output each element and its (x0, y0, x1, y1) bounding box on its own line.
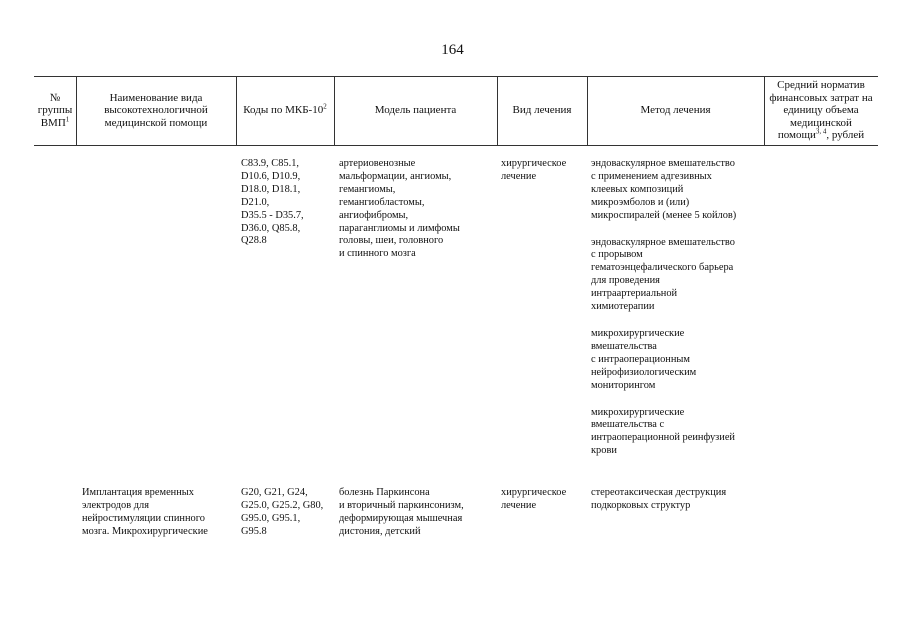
icd-codes-cell: C83.9, C85.1, D10.6, D10.9, D18.0, D18.1, D21.0, D35.5 - D35.7, D36.0, Q85.8, Q28.8 (241, 158, 304, 247)
header-group-number-line1: № (49, 91, 61, 104)
header-group-number-line3-wrap (38, 117, 73, 130)
treatment-method-item: микрохирургические вмешательства с интраоперационной реинфузией крови (591, 406, 735, 457)
treatment-type-cell: хирургическое лечение (501, 487, 567, 511)
header-bottom-rule (34, 145, 878, 146)
header-treatment-type: Вид лечения (512, 104, 572, 117)
page-number: 164 (441, 42, 464, 58)
treatment-method-item: стереотаксическая деструкция подкорковых структур (591, 487, 727, 511)
treatment-method-item: эндоваскулярное вмешательство с применением адгезивных клеевых композиций микроэмболов и (или) микроспиралей (менее 5 койлов) (591, 158, 737, 221)
header-icd-codes (236, 76, 334, 145)
footnote-ref: 1 (65, 115, 70, 124)
header-cost-norm (764, 76, 878, 145)
header-icd-codes-label: Коды по МКБ-10 (243, 104, 324, 117)
treatment-type-cell: хирургическое лечение (501, 158, 567, 182)
treatment-method-item: микрохирургические вмешательства с интраоперационным нейрофизиологическим мониторингом (591, 327, 697, 391)
header-group-number-line2: группы (37, 104, 73, 117)
header-patient-model: Модель пациента (374, 104, 457, 117)
header-cost-norm-label: Средний норматив финансовых затрат на единицу объема медицинской помощи (769, 79, 873, 142)
patient-model-cell: артериовенозные мальформации, ангиомы, гемангиомы, гемангиобластомы, ангиофибромы, параганглиомы и лимфомы головы, шеи, головного и спинного мозга (339, 158, 460, 260)
patient-model-cell: болезнь Паркинсона и вторичный паркинсонизм, деформирующая мышечная дистония, детский (339, 487, 464, 537)
header-group-number-line3: ВМП (40, 116, 66, 129)
treatment-method-cell (591, 487, 763, 513)
treatment-method-item: эндоваскулярное вмешательство с прорывом гематоэнцефалического барьера для проведения интраартериальной химиотерапии (591, 236, 735, 313)
header-group-number (34, 76, 76, 145)
header-cost-norm-suffix: , рублей (826, 129, 865, 142)
treatment-method-cell (591, 158, 763, 472)
header-treatment-method: Метод лечения (640, 104, 711, 117)
header-care-type: Наименование вида высокотехнологичной медицинской помощи (104, 91, 208, 129)
care-type-cell: Имплантация временных электродов для нейростимуляции спинного мозга. Микрохирургические (82, 487, 208, 537)
footnote-ref: 2 (323, 102, 327, 111)
footnote-ref: 3, 4 (815, 127, 827, 136)
icd-codes-cell: G20, G21, G24, G25.0, G25.2, G80, G95.0, G95.1, G95.8 (241, 487, 324, 537)
